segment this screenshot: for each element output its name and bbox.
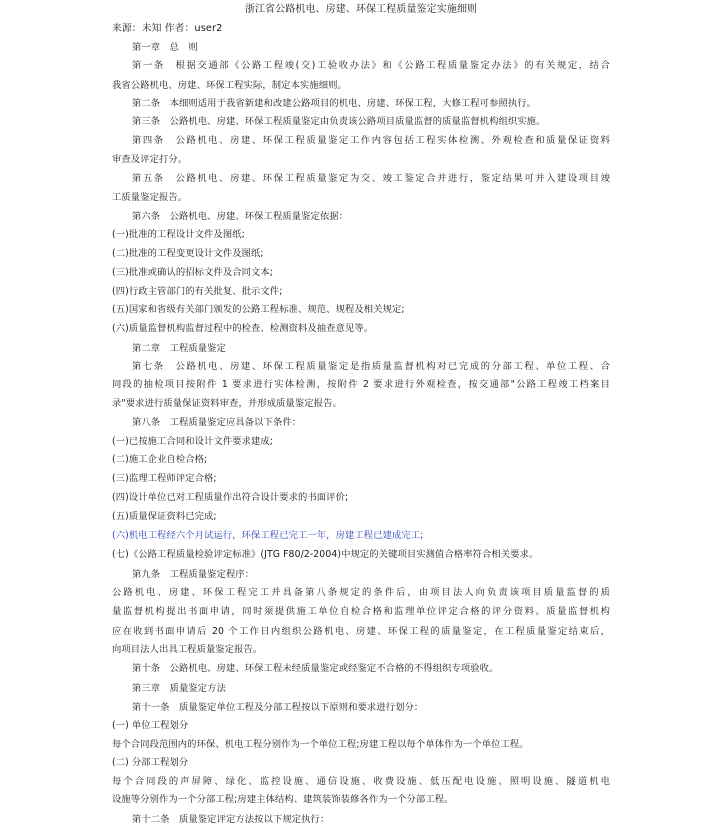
paragraph-line: (五)国家和省级有关部门颁发的公路工程标准、规范、规程及相关规定; <box>112 304 405 315</box>
paragraph-line: 第十条 公路机电、房建、环保工程未经质量鉴定或经鉴定不合格的不得组织专项验收。 <box>132 663 499 674</box>
paragraph-line: 第三章 质量鉴定方法 <box>132 683 226 694</box>
paragraph-line: (七)《公路工程质量检验评定标准》(JTG F80/2-2004)中规定的关键项目实测值合格率符合相关要求。 <box>112 549 539 560</box>
paragraph-line: 审查及评定打分。 <box>112 154 188 165</box>
paragraph-line: 第二条 本细则适用于我省新建和改建公路项目的机电、房建、环保工程，大修工程可参照执行。 <box>132 98 537 109</box>
paragraph-line: 我省公路机电、房建、环保工程实际，制定本实施细则。 <box>112 80 347 91</box>
paragraph-line: 设施等分别作为一个分部工程;房建主体结构、建筑装饰装修各作为一个分部工程。 <box>112 794 454 805</box>
paragraph-line: 工质量鉴定报告。 <box>112 192 188 203</box>
paragraph-line: 第十二条 质量鉴定评定方法按以下规定执行： <box>132 814 330 825</box>
paragraph-line: 同段的抽检项目按附件 1 要求进行实体检测，按附件 2 要求进行外观检查，按交通部"公路工程竣工档案目 <box>112 379 610 390</box>
paragraph-line: (二)施工企业自检合格; <box>112 454 208 465</box>
paragraph-line: 第九条 工程质量鉴定程序： <box>132 569 255 580</box>
paragraph-line: (五)质量保证资料已完成; <box>112 511 217 522</box>
paragraph-line: 第三条 公路机电、房建、环保工程质量鉴定由负责该公路项目质量监督的质量监督机构组织实施。 <box>132 116 546 127</box>
paragraph-line: 第一条 根据交通部《公路工程竣(交)工验收办法》和《公路工程质量鉴定办法》的有关规定，结合 <box>132 60 610 71</box>
paragraph-line: (六)质量监督机构监督过程中的检查、检测资料及抽查意见等。 <box>112 323 374 334</box>
source-author-line: 来源：未知 作者：user2 <box>112 23 223 34</box>
paragraph-line: 第十一条 质量鉴定单位工程及分部工程按以下原则和要求进行划分： <box>132 702 424 713</box>
paragraph-line: 应在收到书面申请后 20 个工作日内组织公路机电、房建、环保工程的质量鉴定，在工程质量鉴定结束后， <box>112 626 610 637</box>
paragraph-line: 向项目法人出具工程质量鉴定报告。 <box>112 644 263 655</box>
paragraph-line: 第五条 公路机电、房建、环保工程质量鉴定为交、竣工鉴定合并进行，鉴定结果可并入建设项目竣 <box>132 173 610 184</box>
paragraph-line: (二)批准的工程变更设计文件及图纸; <box>112 248 264 259</box>
document-page <box>112 0 610 826</box>
paragraph-line: 第二章 工程质量鉴定 <box>132 343 226 354</box>
paragraph-line: (一) 单位工程划分 <box>112 720 189 731</box>
paragraph-line: (四)行政主管部门的有关批复、批示文件; <box>112 286 283 297</box>
paragraph-line: (一)已按施工合同和设计文件要求建成; <box>112 436 274 447</box>
paragraph-line: 第八条 工程质量鉴定应具备以下条件： <box>132 417 302 428</box>
paragraph-line: 每个合同段范围内的环保、机电工程分别作为一个单位工程;房建工程以每个单体作为一个单位工程。 <box>112 739 529 750</box>
paragraph-line: 第七条 公路机电、房建、环保工程质量鉴定是指质量监督机构对已完成的分部工程、单位工程、合 <box>132 361 610 372</box>
paragraph-line: (三)监理工程师评定合格; <box>112 473 217 484</box>
paragraph-line: (四)设计单位已对工程质量作出符合设计要求的书面评价; <box>112 492 349 503</box>
paragraph-line: 第四条 公路机电、房建、环保工程质量鉴定工作内容包括工程实体检测、外观检查和质量保证资料 <box>132 135 610 146</box>
paragraph-line: 公路机电、房建、环保工程完工并具备第八条规定的条件后，由项目法人向负责该项目质量监督的质 <box>112 587 610 598</box>
paragraph-line: (二) 分部工程划分 <box>112 757 189 768</box>
document-title: 浙江省公路机电、房建、环保工程质量鉴定实施细则 <box>244 4 478 15</box>
paragraph-line: 量监督机构提出书面申请，同时须提供施工单位自检合格和监理单位评定合格的评分资料。质量监督机构 <box>112 606 610 617</box>
paragraph-line: (一)批准的工程设计文件及图纸; <box>112 229 245 240</box>
paragraph-line: (六)机电工程经六个月试运行，环保工程已完工一年，房建工程已建成完工; <box>112 530 424 541</box>
paragraph-line: 第六条 公路机电、房建、环保工程质量鉴定依据： <box>132 211 349 222</box>
paragraph-line: 录"要求进行质量保证资料审查，并形成质量鉴定报告。 <box>112 398 342 409</box>
paragraph-line: (三)批准或确认的招标文件及合同文本; <box>112 267 274 278</box>
paragraph-line: 第一章 总 则 <box>132 42 198 53</box>
paragraph-line: 每个合同段的声屏障、绿化、监控设施、通信设施、收费设施、低压配电设施、照明设施、隧道机电 <box>112 776 610 787</box>
